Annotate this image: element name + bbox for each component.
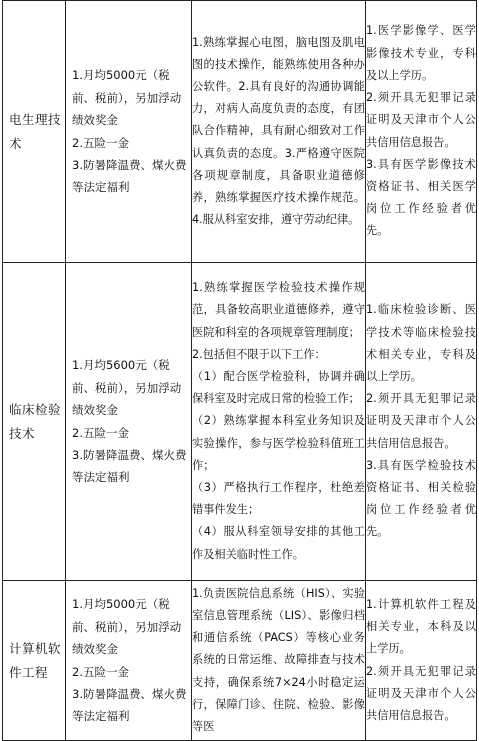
duties-cell	[192, 581, 366, 741]
requirement-item: 1.临床检验诊断、医学技术等临床检验技术相关专业，专科及以上学历。	[366, 303, 476, 383]
post-name-cell	[3, 581, 66, 741]
requirement-item: 2.须开具无犯罪记录证明及天津市个人公共信用信息报告。	[366, 664, 476, 722]
duty-item: （3）严格执行工作程序，杜绝差错事件发生；	[192, 481, 365, 517]
requirement-item: 3.具有医学检验技术资格证书、相关检验岗位工作经验者优先。	[366, 458, 476, 539]
requirement-item: 1.医学影像学、医学影像技术专业，专科及以上学历。	[366, 24, 476, 82]
recruitment-table	[2, 0, 477, 741]
table-row	[3, 581, 477, 741]
requirements-cell	[366, 1, 477, 263]
pay-cell	[66, 581, 192, 741]
duties-cell	[192, 263, 366, 581]
pay-item: 2.五险一金	[72, 664, 129, 679]
duty-item: 2.包括但不限于以下工作：	[192, 347, 326, 361]
post-name: 计算机软件工程	[9, 640, 62, 680]
requirement-item: 2.须开具无犯罪记录证明及天津市个人公共信用信息报告。	[366, 91, 476, 149]
pay-item: 1.月均5000元（税前、税前），另加浮动绩效奖金	[72, 68, 182, 128]
requirement-item: 3.具有医学影像技术资格证书、相关医学岗位工作经验者优先。	[366, 157, 476, 238]
pay-item: 1.月均5000元（税前、税前），另加浮动绩效奖金	[72, 597, 182, 657]
post-name-cell	[3, 263, 66, 581]
duty-item: 1.熟练掌握医学检验技术操作规范，具备较高职业道德修养，遵守医院和科室的各项规章管理制度；	[192, 281, 365, 339]
duty-item: （4）服从科室领导安排的其他工作及相关临时性工作。	[192, 525, 365, 561]
requirement-item: 1.计算机软件工程及相关专业，本科及以上学历。	[366, 597, 476, 656]
post-name-cell	[3, 1, 66, 263]
pay-cell	[66, 263, 192, 581]
post-name: 临床检验技术	[9, 401, 62, 441]
requirements-cell	[366, 581, 477, 741]
pay-item: 3.防暑降温费、煤火费等法定福利	[72, 686, 187, 724]
table-row	[3, 1, 477, 263]
duty-item: （2）熟练掌握本科室业务知识及实验操作，参与医学检验科值班工作；	[192, 414, 365, 472]
duties-text: 1.负责医院信息系统（HIS）、实验室信息管理系统（LIS）、影像归档和通信系统（PACS）等核心业务系统的日常运维、故障排查与技术支持，确保系统7×24小时稳定运行，保障门诊、住院、检验、影像等医	[192, 586, 365, 733]
pay-item: 2.五险一金	[72, 425, 129, 440]
duties-cell	[192, 1, 366, 263]
pay-item: 1.月均5600元（税前、税前），另加浮动绩效奖金	[72, 358, 182, 418]
table-row	[3, 263, 477, 581]
requirement-item: 2.须开具无犯罪记录证明及天津市个人公共信用信息报告。	[366, 392, 476, 450]
duty-item: （1）配合医学检验科，协调并确保科室及时完成日常的检验工作；	[192, 369, 365, 406]
pay-cell	[66, 1, 192, 263]
pay-item: 2.五险一金	[72, 135, 129, 150]
duties-text: 1.熟练掌握心电图，脑电图及肌电图的技术操作，能熟练使用各种办公软件。2.具有良好的沟通协调能力，对病人高度负责的态度，有团队合作精神，具有耐心细致对工作认真负责的态度。3.严格遵守医院各项规章制度，具备职业道德修养，熟练掌握医疗技术操作规范。4.服从科室安排，遵守劳动纪律。	[192, 35, 365, 227]
pay-item: 3.防暑降温费、煤火费等法定福利	[72, 447, 187, 485]
requirements-cell	[366, 263, 477, 581]
pay-item: 3.防暑降温费、煤火费等法定福利	[72, 157, 187, 195]
post-name: 电生理技术	[9, 111, 62, 151]
